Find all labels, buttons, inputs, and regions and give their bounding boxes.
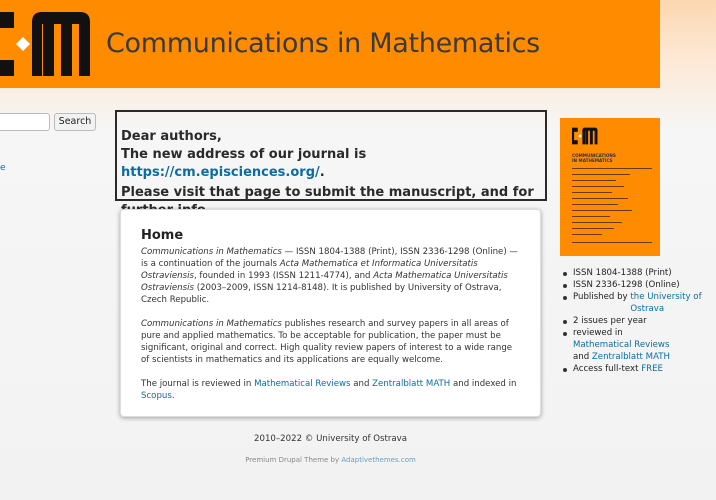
old-journal-1: Acta Mathematica et Informatica Universitatis Ostraviensis <box>141 259 478 281</box>
search-button[interactable]: Search <box>54 113 96 131</box>
search-input[interactable] <box>0 113 50 131</box>
list-item <box>561 327 671 363</box>
list-item <box>561 315 671 327</box>
old-journal-2: Acta Mathematica Universitatis Ostraviensis <box>141 271 508 293</box>
page-title: Home <box>141 228 184 243</box>
zentralblatt-link[interactable]: Zentralblatt MATH <box>372 379 451 389</box>
site-name[interactable]: Communications in Mathematics <box>106 28 540 59</box>
cover-title-line2: IN MATHEMATICS <box>572 158 613 163</box>
scope-text: publishes research and survey papers in all areas of pure and applied mathematics. To be acceptable for publication, the paper must be significant, original and correct. High quality review papers of interest to a wide range of scientists in mathematics and its applications are equally welcome. <box>141 319 513 365</box>
mathematical-reviews-link[interactable]: Mathematical Reviews <box>254 379 351 389</box>
cover-title <box>572 153 616 163</box>
cover-rule <box>572 242 652 243</box>
intro-paragraph <box>141 246 520 306</box>
cover-text-line <box>572 222 622 223</box>
cover-text-line <box>572 216 610 217</box>
notice-instruction: Please visit that page to submit the manuscript, and for <box>121 185 534 200</box>
indexing-indexed: and indexed in <box>450 379 517 389</box>
scopus-link[interactable]: Scopus <box>141 391 172 401</box>
list-item <box>561 363 671 375</box>
indexing-suffix: . <box>171 391 175 401</box>
cover-text-line <box>572 186 624 187</box>
journal-facts-list <box>561 267 702 375</box>
cover-logo <box>572 126 598 146</box>
cover-rule <box>572 168 652 169</box>
intro-text-a: — ISSN 1804-1388 (Print), ISSN 2336-1298 (Online) — is a continuation of the journals <box>141 247 518 269</box>
site-header <box>0 0 660 88</box>
notice-greeting: Dear authors, <box>121 129 222 144</box>
journal-name: Communications in Mathematics <box>141 319 282 329</box>
cover-text-line <box>572 228 614 229</box>
main-content <box>120 209 541 417</box>
footer-theme-credit <box>120 456 541 464</box>
issn-print: ISSN 1804-1388 (Print) <box>573 268 672 278</box>
reviewed-and: and <box>573 352 592 362</box>
sidebar-link-fragment[interactable]: e <box>0 163 6 173</box>
intro-text-c: (2003–2009, ISSN 1214-8148). It is published by University of Ostrava, Czech Republic. <box>141 283 502 305</box>
cover-text-line <box>572 192 612 193</box>
notice-box <box>115 110 547 201</box>
cover-title-line1: COMMUNICATIONS <box>572 153 616 158</box>
notice-address-text: The new address of our journal is <box>121 147 367 162</box>
publisher-link[interactable]: the University of Ostrava <box>630 292 702 314</box>
journal-name: Communications in Mathematics <box>141 247 282 257</box>
cover-text-line <box>572 180 616 181</box>
cm-logo[interactable] <box>0 12 92 76</box>
indexing-paragraph <box>141 378 520 402</box>
issues-per-year: 2 issues per year <box>573 316 647 326</box>
cover-text-line <box>572 210 632 211</box>
indexing-prefix: The journal is reviewed in <box>141 379 255 389</box>
sidebar-mathematical-reviews-link[interactable]: Mathematical Reviews <box>573 340 670 350</box>
new-journal-link[interactable]: https://cm.episciences.org/ <box>121 165 320 180</box>
reviewed-prefix: reviewed in <box>573 328 623 338</box>
cover-text-line <box>572 198 628 199</box>
sidebar-zentralblatt-link[interactable]: Zentralblatt MATH <box>591 352 671 362</box>
list-item <box>561 267 671 279</box>
access-prefix: Access full-text <box>573 364 642 374</box>
list-item <box>561 279 680 291</box>
cover-text-line <box>572 234 602 235</box>
scope-paragraph <box>141 318 520 366</box>
journal-cover-image[interactable] <box>560 118 660 256</box>
cover-text-line <box>572 204 618 205</box>
footer-theme-text: Premium Drupal Theme by <box>245 456 342 464</box>
list-item <box>561 291 702 315</box>
footer-copyright: 2010–2022 © University of Ostrava <box>254 434 407 444</box>
intro-text-b: , founded in 1993 (ISSN 1211-4774), and <box>193 271 374 281</box>
indexing-and: and <box>350 379 373 389</box>
notice-address-period: . <box>319 165 325 180</box>
notice-address <box>121 146 541 182</box>
published-prefix: Published by <box>573 292 631 302</box>
cover-text-line <box>572 174 630 175</box>
adaptivethemes-link[interactable]: Adaptivethemes.com <box>341 456 416 464</box>
issn-online: ISSN 2336-1298 (Online) <box>573 280 680 290</box>
free-access-link[interactable]: FREE <box>641 364 663 374</box>
